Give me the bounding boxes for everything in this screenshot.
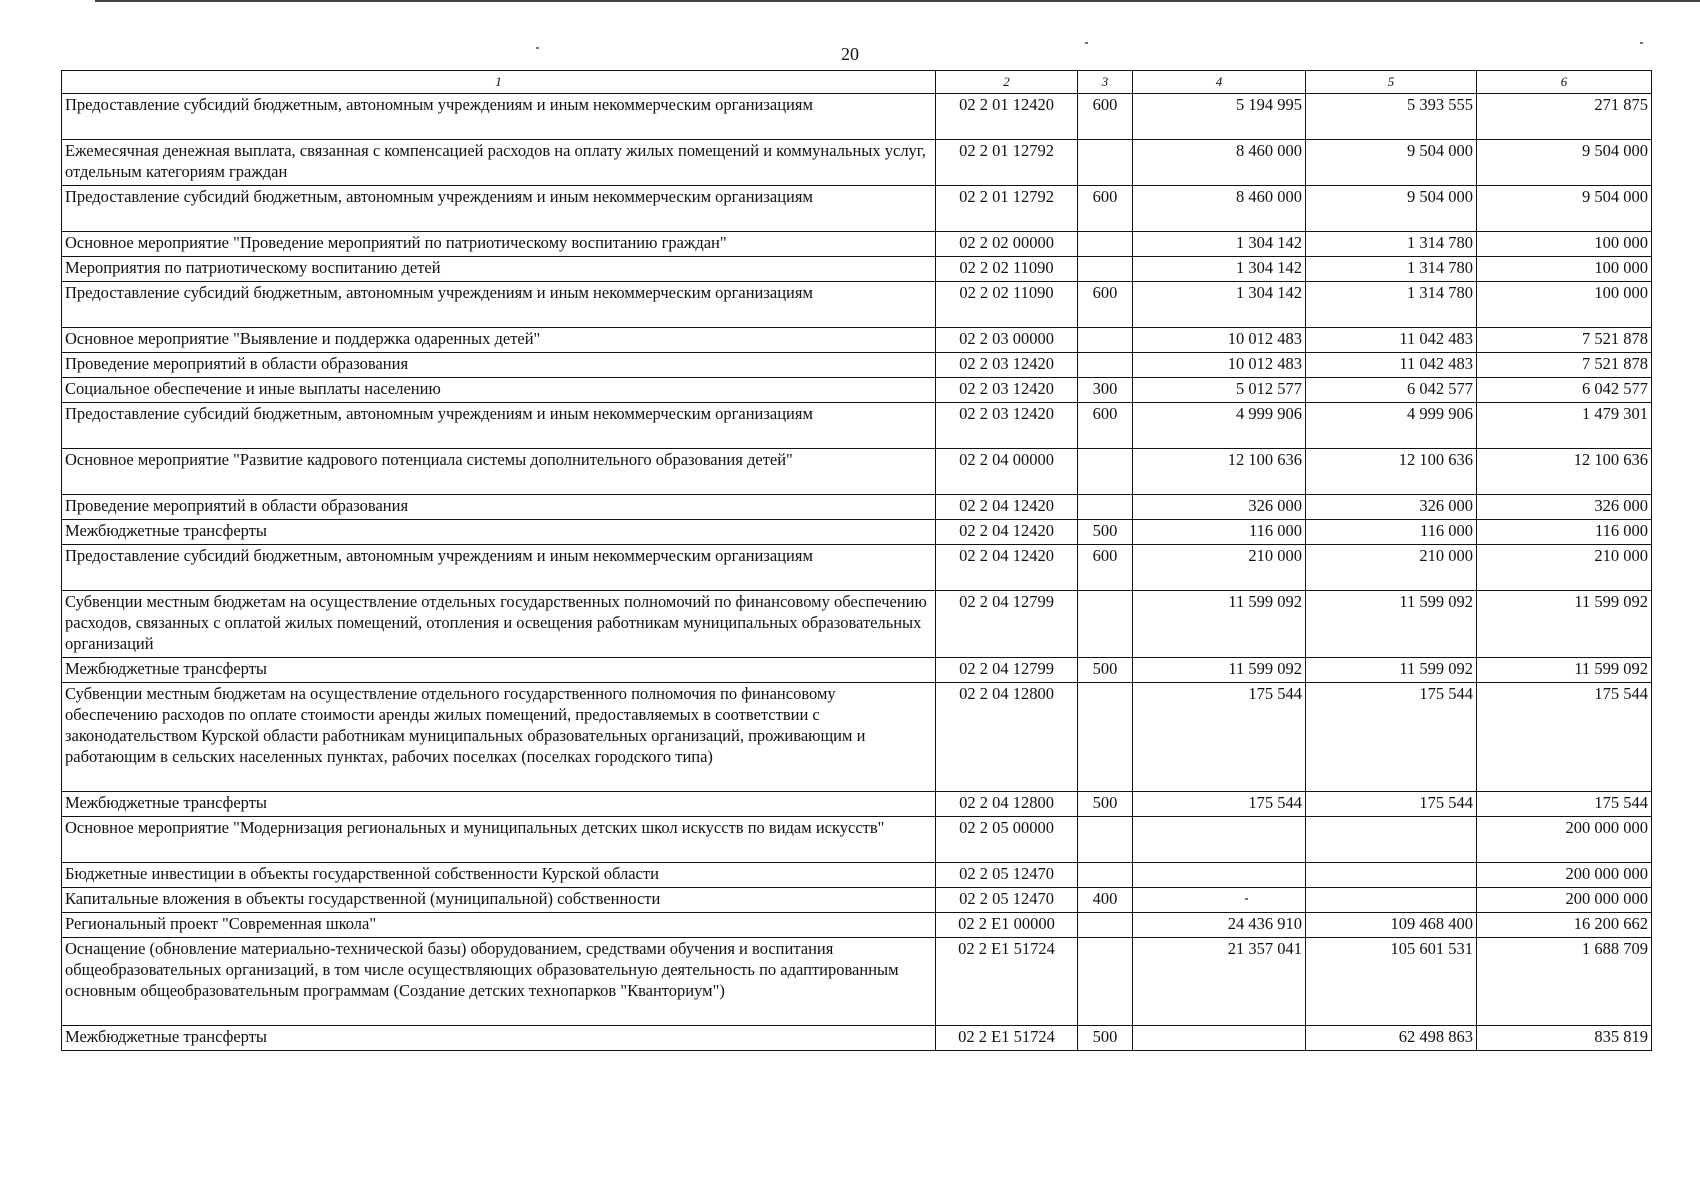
table-row — [62, 792, 1652, 817]
row-value-col5: 1 314 780 — [1306, 282, 1477, 328]
table-row — [62, 257, 1652, 282]
row-value-col6: 100 000 — [1477, 282, 1652, 328]
row-value-col6: 175 544 — [1477, 792, 1652, 817]
row-expense-type: 600 — [1078, 403, 1133, 449]
row-value-col5: 109 468 400 — [1306, 913, 1477, 938]
row-name: Ежемесячная денежная выплата, связанная с компенсацией расходов на оплату жилых помещений и коммунальных услуг, отдельным категориям граждан — [62, 140, 936, 186]
table-row — [62, 186, 1652, 232]
row-code: 02 2 E1 00000 — [936, 913, 1078, 938]
row-value-col4: 210 000 — [1133, 545, 1306, 591]
row-name: Предоставление субсидий бюджетным, автономным учреждениям и иным некоммерческим организациям — [62, 186, 936, 232]
row-value-col5 — [1306, 888, 1477, 913]
row-value-col4: 21 357 041 — [1133, 938, 1306, 1026]
row-value-col5: 12 100 636 — [1306, 449, 1477, 495]
row-code: 02 2 03 12420 — [936, 378, 1078, 403]
row-value-col4: 4 999 906 — [1133, 403, 1306, 449]
column-header: 4 — [1133, 71, 1306, 94]
row-value-col5: 210 000 — [1306, 545, 1477, 591]
table-header-row — [62, 71, 1652, 94]
row-value-col4: 1 304 142 — [1133, 282, 1306, 328]
row-name: Социальное обеспечение и иные выплаты населению — [62, 378, 936, 403]
row-expense-type: 500 — [1078, 1026, 1133, 1051]
row-value-col4: 10 012 483 — [1133, 328, 1306, 353]
row-name: Межбюджетные трансферты — [62, 658, 936, 683]
row-expense-type — [1078, 353, 1133, 378]
row-value-col6: 1 479 301 — [1477, 403, 1652, 449]
row-value-col5: 326 000 — [1306, 495, 1477, 520]
row-code: 02 2 E1 51724 — [936, 938, 1078, 1026]
row-expense-type: 500 — [1078, 658, 1133, 683]
row-value-col4 — [1133, 888, 1306, 913]
row-code: 02 2 04 12420 — [936, 520, 1078, 545]
row-value-col4: 5 194 995 — [1133, 94, 1306, 140]
table-row — [62, 545, 1652, 591]
row-value-col4 — [1133, 1026, 1306, 1051]
row-value-col4: 1 304 142 — [1133, 257, 1306, 282]
column-header: 3 — [1078, 71, 1133, 94]
table-row — [62, 1026, 1652, 1051]
row-expense-type: 600 — [1078, 186, 1133, 232]
table-row — [62, 520, 1652, 545]
row-value-col5: 175 544 — [1306, 792, 1477, 817]
row-name: Межбюджетные трансферты — [62, 792, 936, 817]
row-code: 02 2 04 12800 — [936, 792, 1078, 817]
row-name: Проведение мероприятий в области образования — [62, 353, 936, 378]
column-header: 1 — [62, 71, 936, 94]
row-expense-type: 500 — [1078, 792, 1133, 817]
row-value-col6: 9 504 000 — [1477, 140, 1652, 186]
row-expense-type — [1078, 232, 1133, 257]
row-value-col6: 210 000 — [1477, 545, 1652, 591]
table-row — [62, 888, 1652, 913]
row-code: 02 2 04 12800 — [936, 683, 1078, 792]
row-code: 02 2 03 12420 — [936, 353, 1078, 378]
row-value-col4: 8 460 000 — [1133, 186, 1306, 232]
row-expense-type — [1078, 495, 1133, 520]
row-value-col4: 5 012 577 — [1133, 378, 1306, 403]
row-value-col5: 11 599 092 — [1306, 591, 1477, 658]
table-row — [62, 938, 1652, 1026]
table-row — [62, 863, 1652, 888]
row-value-col6: 116 000 — [1477, 520, 1652, 545]
row-expense-type: 300 — [1078, 378, 1133, 403]
row-name: Региональный проект "Современная школа" — [62, 913, 936, 938]
row-name: Оснащение (обновление материально-технической базы) оборудованием, средствами обучения и воспитания общеобразовательных организаций, в том числе осуществляющих образовательную деятельность по адаптированным основным общеобразовательным программам (Создание детских технопарков "Кванториум") — [62, 938, 936, 1026]
row-value-col6: 9 504 000 — [1477, 186, 1652, 232]
row-expense-type — [1078, 449, 1133, 495]
row-value-col4: 11 599 092 — [1133, 658, 1306, 683]
page-number: 20 — [841, 44, 859, 64]
row-value-col4: 12 100 636 — [1133, 449, 1306, 495]
row-code: 02 2 02 11090 — [936, 282, 1078, 328]
table-row — [62, 353, 1652, 378]
top-rule — [95, 0, 1700, 2]
row-value-col4: 11 599 092 — [1133, 591, 1306, 658]
row-value-col5: 1 314 780 — [1306, 257, 1477, 282]
row-expense-type — [1078, 863, 1133, 888]
column-header: 5 — [1306, 71, 1477, 94]
row-value-col4: 1 304 142 — [1133, 232, 1306, 257]
row-name: Предоставление субсидий бюджетным, автономным учреждениям и иным некоммерческим организациям — [62, 403, 936, 449]
row-code: 02 2 03 00000 — [936, 328, 1078, 353]
table-row — [62, 495, 1652, 520]
row-value-col6: 1 688 709 — [1477, 938, 1652, 1026]
row-value-col5: 116 000 — [1306, 520, 1477, 545]
row-expense-type — [1078, 591, 1133, 658]
row-value-col6: 7 521 878 — [1477, 328, 1652, 353]
row-code: 02 2 01 12420 — [936, 94, 1078, 140]
table-row — [62, 658, 1652, 683]
row-value-col6: 100 000 — [1477, 257, 1652, 282]
row-code: 02 2 02 11090 — [936, 257, 1078, 282]
table-row — [62, 591, 1652, 658]
row-value-col4: 175 544 — [1133, 792, 1306, 817]
row-value-col4 — [1133, 863, 1306, 888]
row-name: Основное мероприятие "Развитие кадрового потенциала системы дополнительного образования детей" — [62, 449, 936, 495]
row-name: Межбюджетные трансферты — [62, 1026, 936, 1051]
row-value-col5 — [1306, 817, 1477, 863]
row-expense-type — [1078, 328, 1133, 353]
row-code: 02 2 04 00000 — [936, 449, 1078, 495]
row-code: 02 2 01 12792 — [936, 140, 1078, 186]
row-name: Предоставление субсидий бюджетным, автономным учреждениям и иным некоммерческим организациям — [62, 545, 936, 591]
row-name: Проведение мероприятий в области образования — [62, 495, 936, 520]
column-header: 6 — [1477, 71, 1652, 94]
table-row — [62, 913, 1652, 938]
row-value-col6: 835 819 — [1477, 1026, 1652, 1051]
row-value-col5: 4 999 906 — [1306, 403, 1477, 449]
row-expense-type — [1078, 257, 1133, 282]
row-expense-type: 600 — [1078, 282, 1133, 328]
row-name: Мероприятия по патриотическому воспитанию детей — [62, 257, 936, 282]
row-value-col4: 10 012 483 — [1133, 353, 1306, 378]
row-value-col6: 7 521 878 — [1477, 353, 1652, 378]
budget-table — [61, 70, 1652, 1051]
row-value-col6: 175 544 — [1477, 683, 1652, 792]
row-name: Бюджетные инвестиции в объекты государственной собственности Курской области — [62, 863, 936, 888]
row-value-col5: 5 393 555 — [1306, 94, 1477, 140]
row-value-col6: 6 042 577 — [1477, 378, 1652, 403]
table-row — [62, 683, 1652, 792]
table-row — [62, 94, 1652, 140]
row-value-col5: 175 544 — [1306, 683, 1477, 792]
row-value-col5: 11 042 483 — [1306, 353, 1477, 378]
row-code: 02 2 05 12470 — [936, 863, 1078, 888]
row-value-col6: 12 100 636 — [1477, 449, 1652, 495]
row-expense-type: 600 — [1078, 94, 1133, 140]
row-code: 02 2 03 12420 — [936, 403, 1078, 449]
row-code: 02 2 05 00000 — [936, 817, 1078, 863]
row-value-col5: 9 504 000 — [1306, 140, 1477, 186]
row-value-col4 — [1133, 817, 1306, 863]
table-body — [62, 94, 1652, 1051]
table-row — [62, 817, 1652, 863]
row-value-col6: 271 875 — [1477, 94, 1652, 140]
table-row — [62, 378, 1652, 403]
row-value-col4: 24 436 910 — [1133, 913, 1306, 938]
row-value-col5: 1 314 780 — [1306, 232, 1477, 257]
row-name: Основное мероприятие "Выявление и поддержка одаренных детей" — [62, 328, 936, 353]
table-row — [62, 282, 1652, 328]
row-expense-type — [1078, 913, 1133, 938]
row-value-col4: 175 544 — [1133, 683, 1306, 792]
row-code: 02 2 04 12799 — [936, 591, 1078, 658]
row-value-col5: 9 504 000 — [1306, 186, 1477, 232]
row-name: Предоставление субсидий бюджетным, автономным учреждениям и иным некоммерческим организациям — [62, 282, 936, 328]
table-row — [62, 403, 1652, 449]
row-code: 02 2 E1 51724 — [936, 1026, 1078, 1051]
row-code: 02 2 04 12420 — [936, 495, 1078, 520]
row-expense-type: 500 — [1078, 520, 1133, 545]
row-code: 02 2 01 12792 — [936, 186, 1078, 232]
column-header: 2 — [936, 71, 1078, 94]
row-expense-type — [1078, 140, 1133, 186]
row-expense-type — [1078, 683, 1133, 792]
row-value-col6: 11 599 092 — [1477, 658, 1652, 683]
table-row — [62, 140, 1652, 186]
row-value-col5: 6 042 577 — [1306, 378, 1477, 403]
table-row — [62, 232, 1652, 257]
row-code: 02 2 04 12420 — [936, 545, 1078, 591]
row-value-col6: 200 000 000 — [1477, 888, 1652, 913]
row-value-col5: 105 601 531 — [1306, 938, 1477, 1026]
row-value-col6: 326 000 — [1477, 495, 1652, 520]
row-code: 02 2 04 12799 — [936, 658, 1078, 683]
row-value-col5: 11 599 092 — [1306, 658, 1477, 683]
row-value-col4: 326 000 — [1133, 495, 1306, 520]
row-value-col6: 16 200 662 — [1477, 913, 1652, 938]
row-name: Основное мероприятие "Модернизация региональных и муниципальных детских школ искусств по видам искусств" — [62, 817, 936, 863]
row-code: 02 2 05 12470 — [936, 888, 1078, 913]
row-name: Основное мероприятие "Проведение мероприятий по патриотическому воспитанию граждан" — [62, 232, 936, 257]
row-code: 02 2 02 00000 — [936, 232, 1078, 257]
row-expense-type: 400 — [1078, 888, 1133, 913]
row-value-col5: 62 498 863 — [1306, 1026, 1477, 1051]
row-value-col6: 200 000 000 — [1477, 817, 1652, 863]
row-value-col4: 116 000 — [1133, 520, 1306, 545]
row-value-col6: 11 599 092 — [1477, 591, 1652, 658]
row-name: Субвенции местным бюджетам на осуществление отдельного государственного полномочия по финансовому обеспечению расходов по оплате стоимости аренды жилых помещений, предоставляемых в соответствии с законодательством Курской области работникам муниципальных образовательных организаций, проживающим и работающим в сельских населенных пунктах, рабочих поселках (поселках городского типа) — [62, 683, 936, 792]
row-name: Предоставление субсидий бюджетным, автономным учреждениям и иным некоммерческим организациям — [62, 94, 936, 140]
row-value-col5: 11 042 483 — [1306, 328, 1477, 353]
table-row — [62, 449, 1652, 495]
row-value-col6: 100 000 — [1477, 232, 1652, 257]
row-expense-type: 600 — [1078, 545, 1133, 591]
row-expense-type — [1078, 817, 1133, 863]
table-row — [62, 328, 1652, 353]
row-name: Капитальные вложения в объекты государственной (муниципальной) собственности — [62, 888, 936, 913]
row-expense-type — [1078, 938, 1133, 1026]
row-value-col5 — [1306, 863, 1477, 888]
row-value-col6: 200 000 000 — [1477, 863, 1652, 888]
row-name: Межбюджетные трансферты — [62, 520, 936, 545]
row-value-col4: 8 460 000 — [1133, 140, 1306, 186]
row-name: Субвенции местным бюджетам на осуществление отдельных государственных полномочий по финансовому обеспечению расходов, связанных с оплатой жилых помещений, отопления и освещения работникам муниципальных образовательных организаций — [62, 591, 936, 658]
